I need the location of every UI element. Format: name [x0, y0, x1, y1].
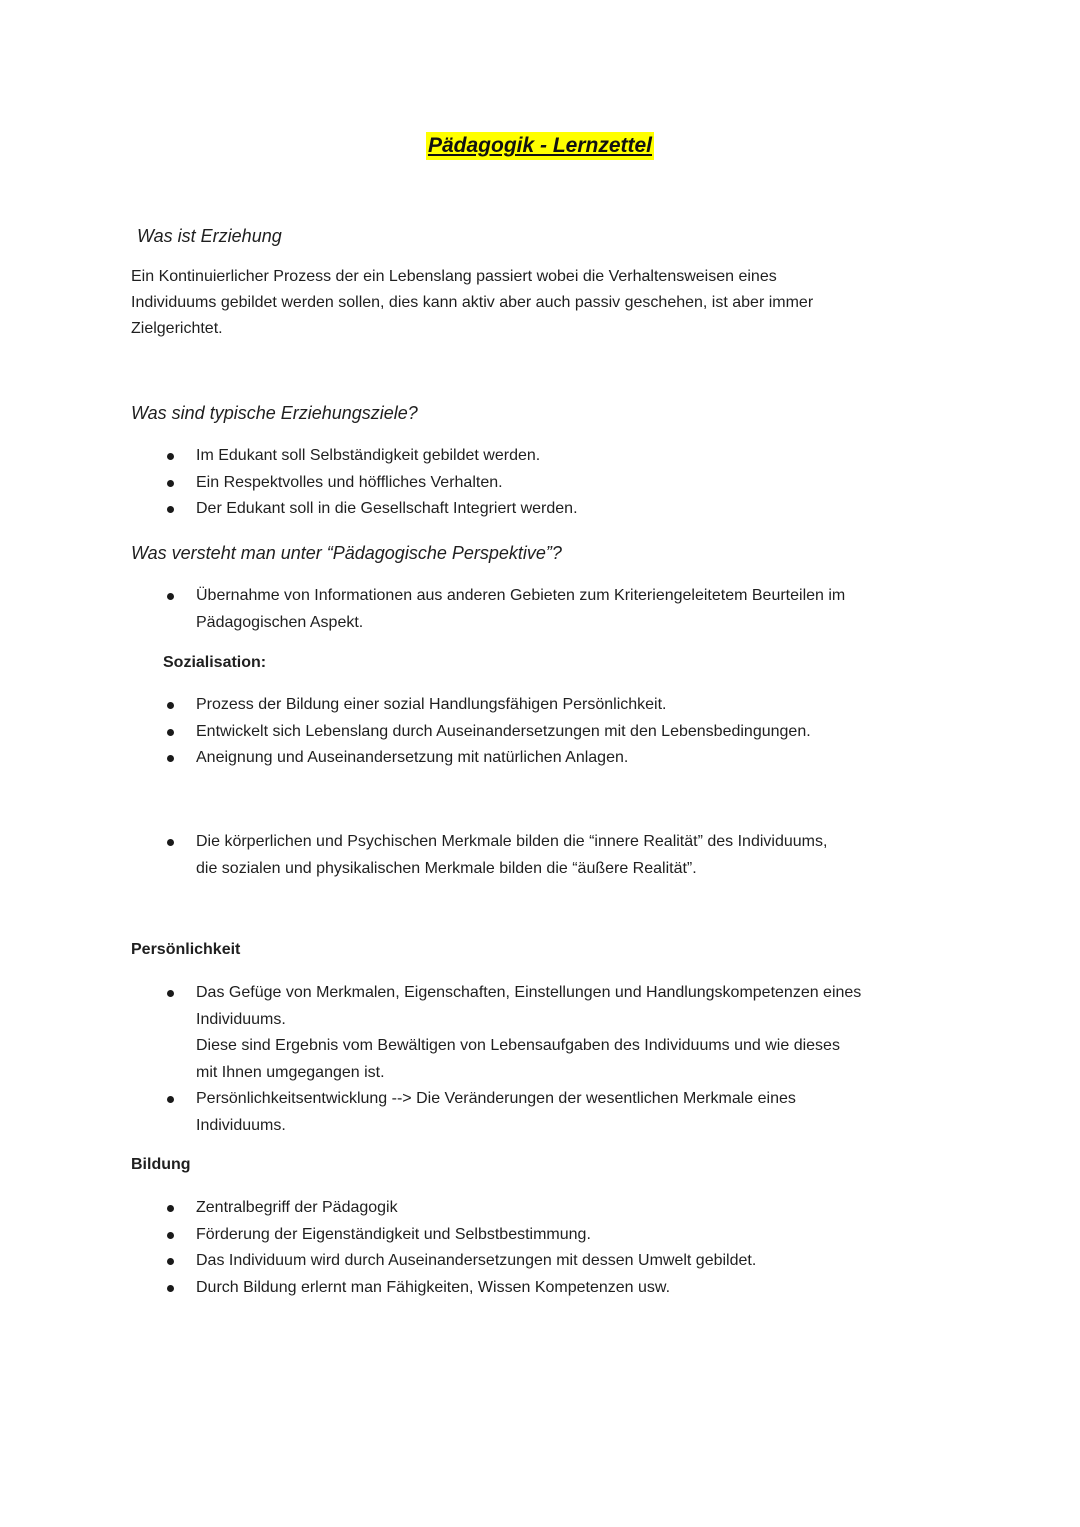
section-sozialisation	[131, 652, 961, 772]
list-realitaet	[131, 829, 961, 882]
list-item: Übernahme von Informationen aus anderen Gebieten zum Kriteriengeleitetem Beurteilen im Pädagogischen Aspekt.	[131, 583, 961, 636]
definition-line: Ein Kontinuierlicher Prozess der ein Lebenslang passiert wobei die Verhaltensweisen eines	[131, 268, 777, 285]
heading-sozialisation: Sozialisation:	[163, 654, 267, 671]
list-item: Förderung der Eigenständigkeit und Selbstbestimmung.	[131, 1222, 961, 1249]
list-item: Durch Bildung erlernt man Fähigkeiten, Wissen Kompetenzen usw.	[131, 1275, 961, 1302]
section-perspektive	[131, 541, 961, 636]
bullet-icon	[167, 702, 174, 709]
section-erziehung	[131, 224, 961, 342]
section-bildung	[131, 1154, 961, 1301]
bullet-icon	[167, 453, 174, 460]
list-item: Aneignung und Auseinandersetzung mit natürlichen Anlagen.	[131, 745, 961, 772]
definition-line: Zielgerichtet.	[131, 320, 223, 337]
list-item: Prozess der Bildung einer sozial Handlungsfähigen Persönlichkeit.	[131, 692, 961, 719]
list-persoenlichkeit	[131, 980, 961, 1139]
bullet-icon	[167, 1096, 174, 1103]
list-item: Das Gefüge von Merkmalen, Eigenschaften, Einstellungen und Handlungskompetenzen eines Individuums. Diese sind Ergebnis vom Bewältigen von Lebensaufgaben des Individuums und wie dieses mit Ihnen umgegangen ist.	[131, 980, 961, 1086]
heading-persoenlichkeit: Persönlichkeit	[131, 941, 241, 958]
list-item: Ein Respektvolles und höffliches Verhalten.	[131, 470, 961, 497]
list-item: Zentralbegriff der Pädagogik	[131, 1195, 961, 1222]
list-bildung	[131, 1195, 961, 1301]
definition-erziehung	[131, 264, 961, 342]
list-item: Persönlichkeitsentwicklung --> Die Veränderungen der wesentlichen Merkmale eines Individuums.	[131, 1086, 961, 1139]
list-item: Das Individuum wird durch Auseinandersetzungen mit dessen Umwelt gebildet.	[131, 1248, 961, 1275]
definition-line: Individuums gebildet werden sollen, dies kann aktiv aber auch passiv geschehen, ist aber immer	[131, 294, 814, 311]
section-erziehungsziele	[131, 401, 961, 523]
list-sozialisation	[131, 692, 961, 772]
bullet-icon	[167, 480, 174, 487]
bullet-icon	[167, 839, 174, 846]
list-item: Die körperlichen und Psychischen Merkmale bilden die “innere Realität” des Individuums, die sozialen und physikalischen Merkmale bilden die “äußere Realität”.	[131, 829, 961, 882]
page-title: Pädagogik - Lernzettel	[426, 132, 654, 160]
list-perspektive	[131, 583, 961, 636]
bullet-icon	[167, 990, 174, 997]
heading-bildung: Bildung	[131, 1156, 191, 1173]
heading-erziehung: Was ist Erziehung	[137, 226, 282, 246]
heading-erziehungsziele: Was sind typische Erziehungsziele?	[131, 403, 418, 423]
bullet-icon	[167, 755, 174, 762]
title-wrap	[0, 132, 1080, 160]
bullet-icon	[167, 1258, 174, 1265]
bullet-icon	[167, 1285, 174, 1292]
list-item: Im Edukant soll Selbständigkeit gebildet werden.	[131, 443, 961, 470]
bullet-icon	[167, 593, 174, 600]
section-persoenlichkeit	[131, 939, 961, 1139]
section-realitaet	[131, 829, 961, 882]
heading-perspektive: Was versteht man unter “Pädagogische Perspektive”?	[131, 543, 562, 563]
bullet-icon	[167, 506, 174, 513]
list-item: Der Edukant soll in die Gesellschaft Integriert werden.	[131, 496, 961, 523]
list-item: Entwickelt sich Lebenslang durch Auseinandersetzungen mit den Lebensbedingungen.	[131, 719, 961, 746]
list-erziehungsziele	[131, 443, 961, 523]
bullet-icon	[167, 729, 174, 736]
bullet-icon	[167, 1232, 174, 1239]
bullet-icon	[167, 1205, 174, 1212]
